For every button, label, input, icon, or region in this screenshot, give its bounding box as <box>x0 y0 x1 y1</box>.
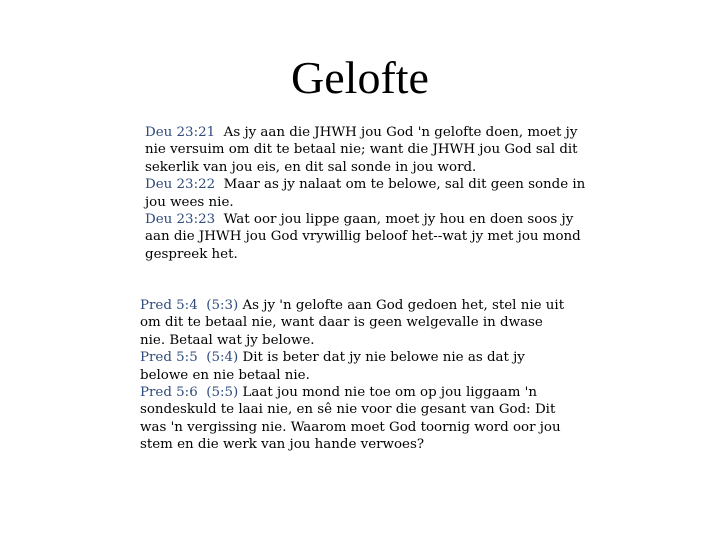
verse-reference: Deu 23:21 <box>145 125 216 140</box>
verse-alt-reference: (5:3) <box>206 298 239 313</box>
verse-deu-23-23 <box>145 211 590 263</box>
verse-pred-5-5 <box>140 349 565 384</box>
page-title: Gelofte <box>291 52 429 103</box>
verse-text: Dit is beter dat jy nie belowe nie as dat jy belowe en nie betaal nie. <box>140 350 525 383</box>
verse-pred-5-6 <box>140 384 565 454</box>
verse-reference: Deu 23:23 <box>145 212 216 228</box>
verse-text: Laat jou mond nie toe om op jou liggaam 'n sondeskuld te laai nie, en sê nie voor die gesant van God: Dit was 'n vergissing nie. Waarom moet God toornig word oor jou stem en die werk van jou hande verwoes? <box>140 385 561 453</box>
verse-reference: Deu 23:22 <box>145 177 216 193</box>
verse-reference: Pred 5:6 <box>140 385 198 401</box>
verse-text: As jy 'n gelofte aan God gedoen het, stel nie uit om dit te betaal nie, want daar is geen welgevalle in dwase nie. Betaal wat jy belowe. <box>140 298 565 348</box>
verse-alt-reference: (5:4) <box>206 350 239 366</box>
verse-reference: Pred 5:4 <box>140 298 198 313</box>
deuteronomy-passage <box>145 124 590 263</box>
verse-text: Wat oor jou lippe gaan, moet jy hou en doen soos jy aan die JHWH jou God vrywillig beloof het--wat jy met jou mond gespreek het. <box>145 212 581 262</box>
verse-deu-23-22 <box>145 176 590 211</box>
preacher-passage <box>140 297 565 454</box>
verse-alt-reference: (5:5) <box>206 385 239 401</box>
verse-text: Maar as jy nalaat om te belowe, sal dit geen sonde in jou wees nie. <box>145 177 586 210</box>
verse-pred-5-4 <box>140 297 565 349</box>
verse-reference: Pred 5:5 <box>140 350 198 366</box>
verse-text: As jy aan die JHWH jou God 'n gelofte doen, moet jy nie versuim om dit te betaal nie; want die JHWH jou God sal dit sekerlik van jou eis, en dit sal sonde in jou word. <box>145 125 578 175</box>
verse-deu-23-21 <box>145 124 590 176</box>
